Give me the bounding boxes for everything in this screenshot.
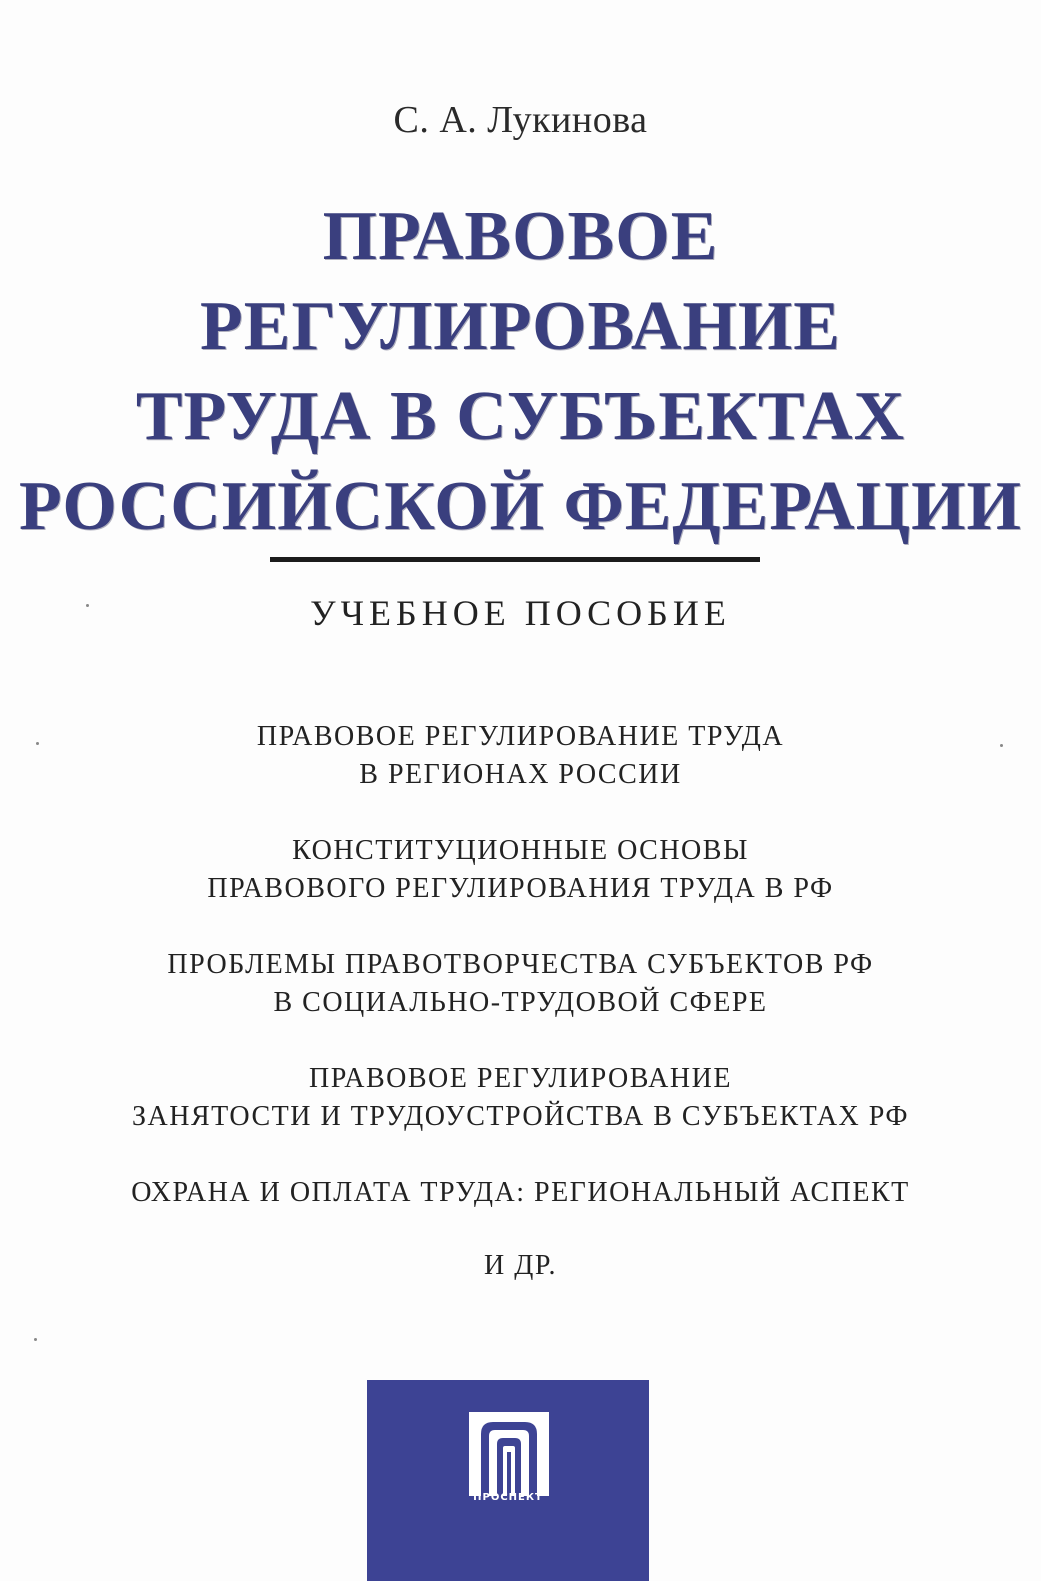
- title-line: РОССИЙСКОЙ ФЕДЕРАЦИИ: [19, 468, 1022, 545]
- print-speck: [36, 742, 39, 745]
- topic-line: В РЕГИОНАХ РОССИИ: [359, 759, 682, 790]
- print-speck: [86, 604, 89, 607]
- topic-line: В СОЦИАЛЬНО-ТРУДОВОЙ СФЕРЕ: [273, 987, 768, 1018]
- print-speck: [34, 1338, 37, 1341]
- topic-item: [0, 946, 1041, 1022]
- etc-label: И ДР.: [484, 1250, 557, 1281]
- topic-item: [0, 1060, 1041, 1136]
- author-name: С. А. Лукинова: [393, 99, 648, 141]
- topic-line: ПРАВОВОЕ РЕГУЛИРОВАНИЕ: [309, 1063, 732, 1094]
- book-title: [0, 192, 1041, 552]
- title-line: ТРУДА В СУБЪЕКТАХ: [135, 378, 906, 455]
- title-divider: [270, 557, 760, 562]
- book-subtitle: УЧЕБНОЕ ПОСОБИЕ: [310, 593, 731, 633]
- topic-line: ОХРАНА И ОПЛАТА ТРУДА: РЕГИОНАЛЬНЫЙ АСПЕКТ: [131, 1177, 910, 1208]
- publisher-name: ПРОСПЕКТ: [473, 1492, 543, 1503]
- topics-list: [0, 718, 1041, 1282]
- topic-line: ЗАНЯТОСТИ И ТРУДОУСТРОЙСТВА В СУБЪЕКТАХ РФ: [132, 1101, 909, 1132]
- topic-line: ПРАВОВОЕ РЕГУЛИРОВАНИЕ ТРУДА: [256, 721, 785, 752]
- topic-item: [0, 718, 1041, 794]
- topic-item: [0, 832, 1041, 908]
- title-line: РЕГУЛИРОВАНИЕ: [200, 288, 841, 365]
- topic-item: [0, 1174, 1041, 1212]
- publisher-logo-block: [367, 1380, 649, 1581]
- print-speck: [1000, 744, 1003, 747]
- topic-line: ПРОБЛЕМЫ ПРАВОТВОРЧЕСТВА СУБЪЕКТОВ РФ: [167, 949, 874, 980]
- topic-line: КОНСТИТУЦИОННЫЕ ОСНОВЫ: [292, 835, 749, 866]
- title-line: ПРАВОВОЕ: [322, 198, 719, 275]
- topic-line: ПРАВОВОГО РЕГУЛИРОВАНИЯ ТРУДА В РФ: [207, 873, 834, 904]
